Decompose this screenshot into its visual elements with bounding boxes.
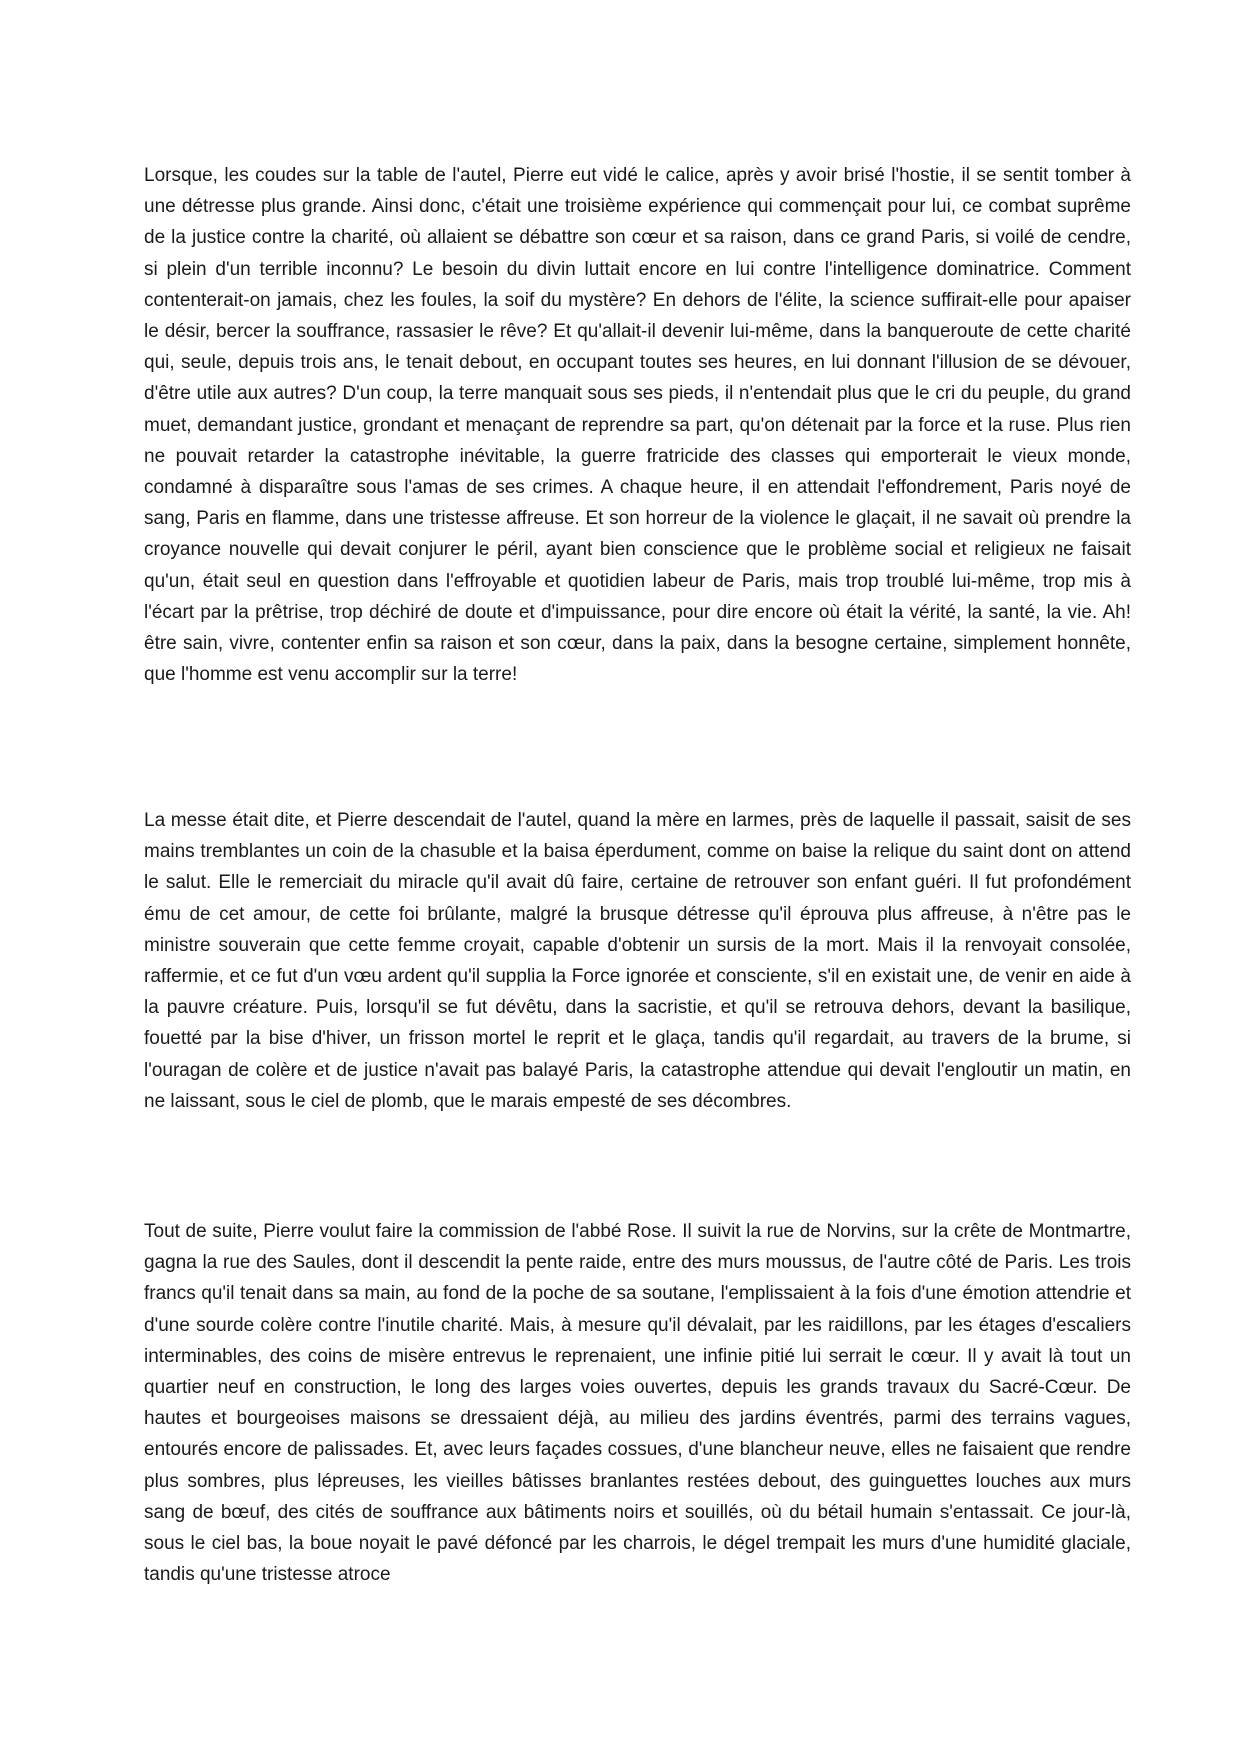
paragraph: La messe était dite, et Pierre descendait de l'autel, quand la mère en larmes, près de laquelle il passait, saisit de ses mains tremblantes un coin de la chasuble et la baisa éperdument, comme on baise la relique du saint dont on attend le salut. Elle le remerciait du miracle qu'il avait dû faire, certaine de retrouver son enfant guéri. Il fut profondément ému de cet amour, de cette foi brûlante, malgré la brusque détresse qu'il éprouva plus affreuse, à n'être pas le ministre souverain que cette femme croyait, capable d'obtenir un sursis de la mort. Mais il la renvoyait consolée, raffermie, et ce fut d'un vœu ardent qu'il supplia la Force ignorée et consciente, s'il en existait une, de venir en aide à la pauvre créature. Puis, lorsqu'il se fut dévêtu, dans la sacristie, et qu'il se retrouva dehors, devant la basilique, fouetté par la bise d'hiver, un frisson mortel le reprit et le glaça, tandis qu'il regardait, au travers de la brume, si l'ouragan de colère et de justice n'avait pas balayé Paris, la catastrophe attendue qui devait l'engloutir un matin, en ne laissant, sous le ciel de plomb, que le marais empesté de ses décombres. (144, 810, 1131, 1112)
paragraph: Lorsque, les coudes sur la table de l'autel, Pierre eut vidé le calice, après y avoir brisé l'hostie, il se sentit tomber à une détresse plus grande. Ainsi donc, c'était une troisième expérience qui commençait pour lui, ce combat suprême de la justice contre la charité, où allaient se débattre son cœur et sa raison, dans ce grand Paris, si voilé de cendre, si plein d'un terrible inconnu? Le besoin du divin luttait encore en lui contre l'intelligence dominatrice. Comment contenterait-on jamais, chez les foules, la soif du mystère? En dehors de l'élite, la science suffirait-elle pour apaiser le désir, bercer la souffrance, rassasier le rêve? Et qu'allait-il devenir lui-même, dans la banqueroute de cette charité qui, seule, depuis trois ans, le tenait debout, en occupant toutes ses heures, en lui donnant l'illusion de se dévouer, d'être utile aux autres? D'un coup, la terre manquait sous ses pieds, il n'entendait plus que le cri du peuple, du grand muet, demandant justice, grondant et menaçant de reprendre sa part, qu'on détenait par la force et la ruse. Plus rien ne pouvait retarder la catastrophe inévitable, la guerre fratricide des classes qui emporterait le vieux monde, condamné à disparaître sous l'amas de ses crimes. A chaque heure, il en attendait l'effondrement, Paris noyé de sang, Paris en flamme, dans une tristesse affreuse. Et son horreur de la violence le glaçait, il ne savait où prendre la croyance nouvelle qui devait conjurer le péril, ayant bien conscience que le problème social et religieux ne faisait qu'un, était seul en question dans l'effroyable et quotidien labeur de Paris, mais trop troublé lui-même, trop mis à l'écart par la prêtrise, trop déchiré de doute et d'impuissance, pour dire encore où était la vérité, la santé, la vie. Ah! être sain, vivre, contenter enfin sa raison et son cœur, dans la paix, dans la besogne certaine, simplement honnête, que l'homme est venu accomplir sur la terre! (144, 165, 1131, 686)
paragraph: Tout de suite, Pierre voulut faire la commission de l'abbé Rose. Il suivit la rue de Norvins, sur la crête de Montmartre, gagna la rue des Saules, dont il descendit la pente raide, entre des murs moussus, de l'autre côté de Paris. Les trois francs qu'il tenait dans sa main, au fond de la poche de sa soutane, l'emplissaient à la fois d'une émotion attendrie et d'une sourde colère contre l'inutile charité. Mais, à mesure qu'il dévalait, par les raidillons, par les étages d'escaliers interminables, des coins de misère entrevus le reprenaient, une infinie pitié lui serrait le cœur. Il y avait là tout un quartier neuf en construction, le long des larges voies ouvertes, depuis les grands travaux du Sacré-Cœur. De hautes et bourgeoises maisons se dressaient déjà, au milieu des jardins éventrés, parmi des terrains vagues, entourés encore de palissades. Et, avec leurs façades cossues, d'une blancheur neuve, elles ne faisaient que rendre plus sombres, plus lépreuses, les vieilles bâtisses branlantes restées debout, des guinguettes louches aux murs sang de bœuf, des cités de souffrance aux bâtiments noirs et souillés, où du bétail humain s'entassait. Ce jour-là, sous le ciel bas, la boue noyait le pavé défoncé par les charrois, le dégel trempait les murs d'une humidité glaciale, tandis qu'une tristesse atroce (144, 1221, 1131, 1586)
